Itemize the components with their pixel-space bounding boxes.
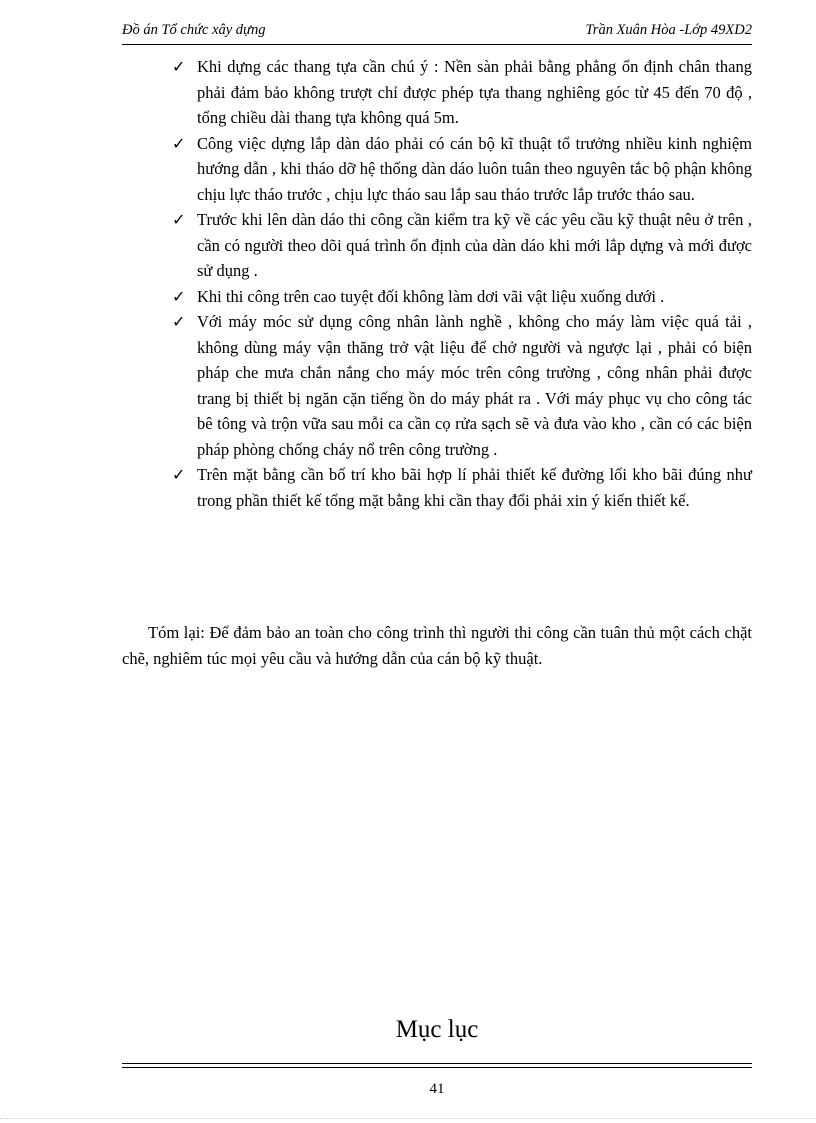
checklist-item-text: Với máy móc sử dụng công nhân lành nghề , không cho máy làm việc quá tải , không dùng máy vận thăng trở vật liệu để chở người và ngược lại , phải có biện pháp che mưa chắn nắng cho máy móc trên công trường , công nhân phải được trang bị thiết bị ngăn cặn tiếng ồn do máy phát ra . Với máy phục vụ cho công tác bê tông và trộn vữa sau mỗi ca cần cọ rửa sạch sẽ và đưa vào kho , cần có các biện pháp phòng chống cháy nổ trên công trường . [197,312,752,459]
header-author-class: Trần Xuân Hòa -Lớp 49XD2 [585,22,752,38]
checklist-item-text: Trước khi lên dàn dáo thi công cần kiểm tra kỹ về các yêu cầu kỹ thuật nêu ở trên , cần có người theo dõi quá trình ổn định của dàn dáo khi mới lắp dựng và mới được sử dụng . [197,210,752,280]
checklist-item [170,54,752,131]
page-header [122,22,752,45]
checklist-item-text: Khi dựng các thang tựa cần chú ý : Nền sàn phải bằng phẳng ổn định chân thang phải đảm bảo không trượt chỉ được phép tựa thang nghiêng góc từ 45 đến 70 độ , tổng chiều dài thang tựa không quá 5m. [197,57,752,127]
header-document-title: Đồ án Tổ chức xây dựng [122,22,266,38]
checklist-item [170,131,752,208]
checklist-item [170,462,752,513]
summary-paragraph: Tóm lại: Để đảm bảo an toàn cho công trình thì người thi công cần tuân thủ một cách chặt chẽ, nghiêm túc mọi yêu cầu và hướng dẫn của cán bộ kỹ thuật. [122,623,752,668]
safety-checklist [170,54,752,513]
checkmark-icon: ✓ [172,312,186,331]
footer-divider [122,1063,752,1068]
checklist-item-text: Khi thi công trên cao tuyệt đối không làm dơi vãi vật liệu xuống dưới . [197,286,665,306]
checklist-item-text: Trên mặt bằng cần bố trí kho bãi hợp lí phải thiết kế đường lối kho bãi đúng như trong phần thiết kế tổng mặt bằng khi cần thay đổi phải xin ý kiến thiết kế. [197,465,752,510]
checkmark-icon: ✓ [172,286,186,306]
checklist-item-text: Công việc dựng lắp dàn dáo phải có cán bộ kĩ thuật tổ trưởng nhiều kinh nghiệm hướng dẫn , khi tháo dỡ hệ thống dàn dáo luôn tuân theo nguyên tắc bộ phận không chịu lực tháo trước , chịu lực tháo sau lắp sau tháo trước lắp trước tháo sau. [197,133,752,204]
page-bottom-border [0,1118,816,1119]
checkmark-icon: ✓ [172,465,186,484]
checklist-item [170,207,752,284]
page-number: 41 [429,1081,445,1097]
toc-heading: Mục lục [395,1016,479,1043]
checklist-item [170,309,752,462]
checklist-item [170,284,752,310]
checkmark-icon: ✓ [172,57,186,76]
checkmark-icon: ✓ [172,210,186,229]
checkmark-icon: ✓ [172,133,186,153]
